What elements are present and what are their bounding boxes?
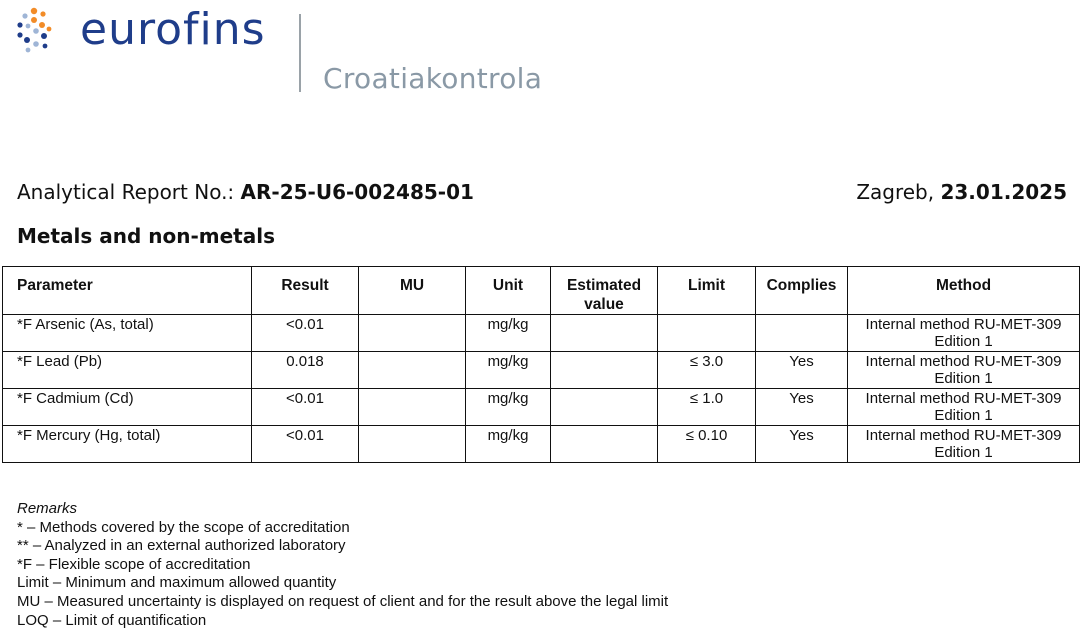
cell-method-line2: Edition 1 xyxy=(934,333,993,350)
cell-method-line2: Edition 1 xyxy=(934,444,993,461)
cell-estimated xyxy=(551,389,658,426)
table-row xyxy=(3,426,1080,463)
col-header-estimated-line2: value xyxy=(584,296,624,313)
col-header-unit: Unit xyxy=(466,267,551,315)
remarks-title: Remarks xyxy=(17,500,78,517)
cell-method-line1: Internal method RU-MET-309 xyxy=(865,427,1062,444)
cell-unit: mg/kg xyxy=(466,426,551,463)
cell-mu xyxy=(359,426,466,463)
cell-unit: mg/kg xyxy=(466,389,551,426)
table-header-row xyxy=(3,267,1080,315)
cell-result: <0.01 xyxy=(252,389,359,426)
report-place-date xyxy=(856,179,1067,205)
col-header-parameter: Parameter xyxy=(3,267,252,315)
cell-method xyxy=(848,389,1080,426)
cell-limit: ≤ 3.0 xyxy=(658,352,756,389)
col-header-complies: Complies xyxy=(756,267,848,315)
cell-method xyxy=(848,315,1080,352)
cell-parameter: *F Mercury (Hg, total) xyxy=(3,426,252,463)
cell-complies xyxy=(756,315,848,352)
cell-mu xyxy=(359,315,466,352)
remark-line: LOQ – Limit of quantification xyxy=(17,611,207,629)
table-row xyxy=(3,389,1080,426)
report-number-line xyxy=(17,179,474,205)
brand-name: eurofins xyxy=(80,4,266,55)
eurofins-logo-icon xyxy=(14,4,54,56)
remark-line: MU – Measured uncertainty is displayed on request of client and for the result above the legal limit xyxy=(17,592,669,610)
report-number-label: Analytical Report No.: xyxy=(17,180,241,204)
cell-result: <0.01 xyxy=(252,315,359,352)
cell-mu xyxy=(359,389,466,426)
col-header-limit: Limit xyxy=(658,267,756,315)
col-header-estimated-line1: Estimated xyxy=(566,277,642,294)
section-title: Metals and non-metals xyxy=(17,224,275,248)
report-number: AR-25-U6-002485-01 xyxy=(240,180,474,204)
cell-complies: Yes xyxy=(756,389,848,426)
cell-complies: Yes xyxy=(756,352,848,389)
remark-line: * – Methods covered by the scope of accreditation xyxy=(17,518,350,536)
cell-limit: ≤ 1.0 xyxy=(658,389,756,426)
subbrand-name: Croatiakontrola xyxy=(323,62,543,95)
report-place: Zagreb, xyxy=(856,180,941,204)
cell-result: 0.018 xyxy=(252,352,359,389)
cell-parameter: *F Arsenic (As, total) xyxy=(3,315,252,352)
cell-limit xyxy=(658,315,756,352)
cell-estimated xyxy=(551,352,658,389)
cell-limit: ≤ 0.10 xyxy=(658,426,756,463)
col-header-method: Method xyxy=(848,267,1080,315)
cell-method-line1: Internal method RU-MET-309 xyxy=(865,316,1062,333)
cell-method-line1: Internal method RU-MET-309 xyxy=(865,353,1062,370)
remark-line: ** – Analyzed in an external authorized laboratory xyxy=(17,537,346,555)
cell-method-line2: Edition 1 xyxy=(934,407,993,424)
remark-line: *F – Flexible scope of accreditation xyxy=(17,555,251,573)
cell-unit: mg/kg xyxy=(466,352,551,389)
cell-mu xyxy=(359,352,466,389)
cell-method xyxy=(848,426,1080,463)
cell-method-line2: Edition 1 xyxy=(934,370,993,387)
col-header-mu: MU xyxy=(359,267,466,315)
header-divider xyxy=(299,14,301,92)
cell-unit: mg/kg xyxy=(466,315,551,352)
report-date: 23.01.2025 xyxy=(940,180,1067,204)
col-header-estimated-value xyxy=(551,267,658,315)
cell-parameter: *F Lead (Pb) xyxy=(3,352,252,389)
cell-method xyxy=(848,352,1080,389)
col-header-result: Result xyxy=(252,267,359,315)
results-table xyxy=(2,266,1080,463)
cell-result: <0.01 xyxy=(252,426,359,463)
cell-estimated xyxy=(551,315,658,352)
cell-complies: Yes xyxy=(756,426,848,463)
table-row xyxy=(3,352,1080,389)
cell-estimated xyxy=(551,426,658,463)
table-row xyxy=(3,315,1080,352)
cell-parameter: *F Cadmium (Cd) xyxy=(3,389,252,426)
cell-method-line1: Internal method RU-MET-309 xyxy=(865,390,1062,407)
remark-line: Limit – Minimum and maximum allowed quantity xyxy=(17,574,337,592)
remarks-block xyxy=(17,500,668,630)
